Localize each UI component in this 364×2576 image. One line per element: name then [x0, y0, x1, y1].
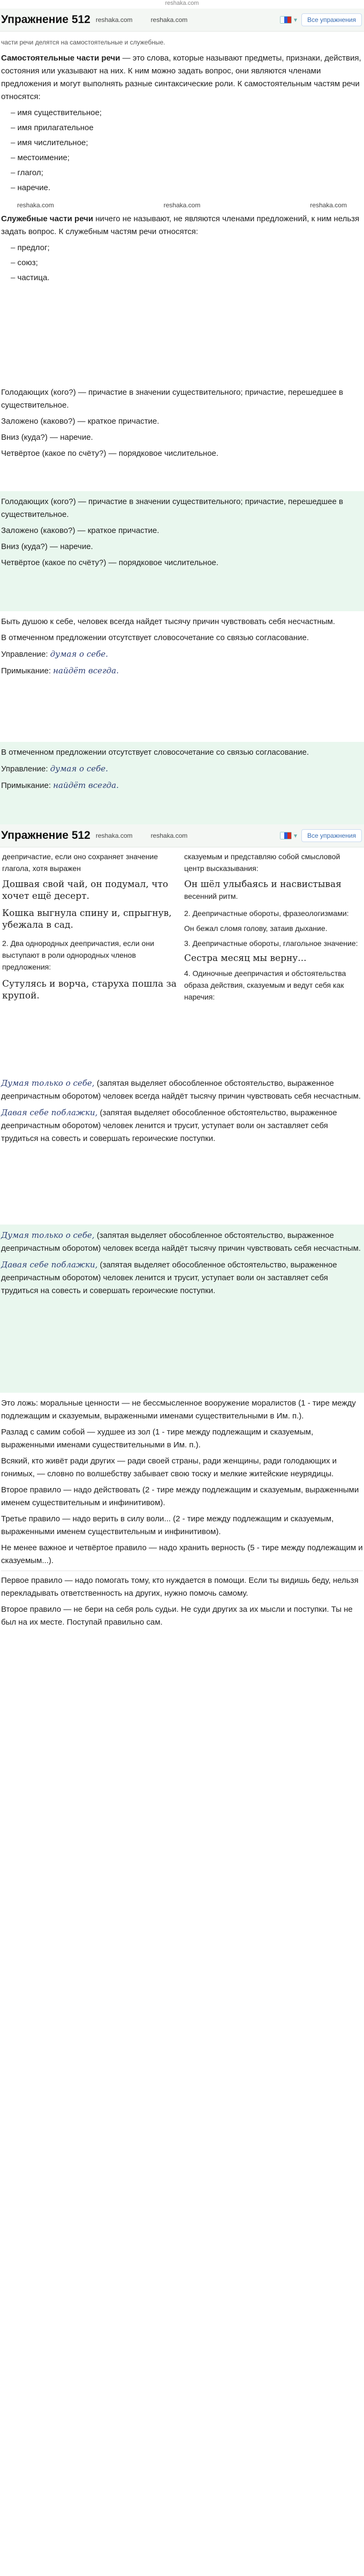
moral: Разлад с самим собой — худшее из зол (1 - тире между подлежащим и сказуемым, выраженными именами существительными в Им. п.). [1, 1428, 314, 1450]
handwritten-example: Дошвая свой чай, он подумал, что [2, 879, 169, 890]
example-text: Быть душою к себе, человек всегда найдет тысячу причин чувствовать себя несчастным. [1, 617, 335, 626]
watermark: reshaka.com [310, 201, 347, 209]
page-title: Упражнение 512 [1, 829, 90, 842]
list-item: – имя числительное; [11, 137, 363, 149]
analysis-line: Заложено (каково?) — краткое причастие. [1, 417, 160, 426]
analysis-line: Вниз (куда?) — наречие. [1, 433, 93, 442]
exercise-header [0, 9, 364, 32]
list-item: – союз; [11, 257, 363, 269]
handwritten-example: Кошка выгнула спину и, спрыгнув, [2, 908, 172, 919]
watermark: reshaka.com [95, 16, 133, 24]
moral: Второе правило — надо действовать (2 - тире между подлежащим и сказуемым, выраженными именем существительным и инфинитивом). [1, 1485, 359, 1507]
sentence [1, 1077, 363, 1103]
moral: Это ложь: моральные ценности — не бессмысленное вооружение моралистов (1 - тире между подлежащим и сказуемым, выраженными именами существительными в Им. п.). [1, 1399, 356, 1421]
flag-icon [280, 832, 292, 839]
list-item: – предлог; [11, 242, 363, 254]
label: Примыкание: [1, 781, 54, 790]
analysis-line: Четвёртое (какое по счёту?) — порядковое числительное. [1, 558, 219, 567]
analysis-block [0, 382, 364, 491]
all-exercises-button[interactable]: Все упражнения [301, 13, 362, 26]
sentence [1, 1229, 363, 1255]
site-url[interactable]: reshaka.com [165, 0, 199, 6]
sentence [1, 1258, 363, 1297]
example-note: В отмеченном предложении отсутствует словосочетание со связью согласование. [1, 748, 309, 757]
handwritten-answer: Думая только о себе, [1, 1078, 95, 1088]
theory-text: ничего не называют, не являются членами предложений, к ним нельзя задать вопрос. К служебным частям речи относятся: [1, 214, 360, 236]
analysis-line: Четвёртое (какое по счёту?) — порядковое числительное. [1, 449, 219, 458]
sentences-block-highlighted [0, 1225, 364, 1393]
handwritten-line [1, 648, 363, 661]
example-block-highlighted [0, 742, 364, 824]
theory-text: — это слова, которые называют предметы, признаки, действия, состояния или указывают на них. К ним можно задать вопрос, они являются членами предложения и могут выполнять разные синтаксические роли. К самостоятельным частям речи относятся: [1, 54, 361, 101]
final-paragraph: Первое правило — надо помогать тому, кто нуждается в помощи. Если ты видишь беду, нельзя перекладывать ответственность на других, нужно помочь самому. [1, 1576, 359, 1598]
list-item: – местоимение; [11, 152, 363, 164]
all-exercises-button[interactable]: Все упражнения [301, 829, 362, 842]
term: Служебные части речи [1, 214, 94, 223]
handwritten-answer: думая о себе. [50, 649, 108, 659]
list-item: – глагол; [11, 167, 363, 179]
handwritten-line [1, 664, 363, 678]
rule-text: 3. Деепричастные обороты, глагольное значение: [184, 939, 358, 948]
handwritten-example: Он шёл улыбаясь и насвистывая [184, 879, 342, 890]
chevron-down-icon: ▾ [293, 16, 297, 24]
list-item: – наречие. [11, 182, 363, 194]
handwritten-answer: найдёт всегда. [53, 780, 119, 790]
handwritten-example: Сестра месяц мы верну... [184, 953, 307, 964]
watermark: reshaka.com [95, 832, 133, 839]
rule-text: деепричастие, если оно сохраняет значение глагола, хотя выражен [2, 852, 158, 873]
theory-paragraph [1, 213, 363, 238]
moral: Всякий, кто живёт ради других — ради своей страны, ради женщины, ради голодающих и гонимых, — словно по волшебству забывает свою тоску и мелкие житейские неурядицы. [1, 1456, 337, 1478]
sentence-text: (запятая выделяет обособленное обстоятельство, выраженное деепричастным оборотом) человек всегда найдёт тысячу причин чувствовать себя несчастным. [1, 1231, 361, 1253]
cut-line: части речи делятся на самостоятельные и служебные. [1, 39, 165, 46]
handwritten-line [1, 779, 363, 792]
watermark: reshaka.com [17, 201, 54, 209]
analysis-block-highlighted [0, 491, 364, 611]
moral: Не менее важное и четвёртое правило — надо хранить верность (5 - тире между подлежащим и сказуемым...). [1, 1543, 363, 1565]
handwritten-example: Сутулясь и ворча, старуха пошла за крупой. [2, 979, 177, 1001]
label: Управление: [1, 650, 50, 659]
rules-columns [0, 847, 364, 1072]
rule-text: 4. Одиночные деепричастия и обстоятельства образа действия, сказуемым и ведут себя как наречия: [184, 969, 346, 1001]
handwritten-answer: думая о себе. [50, 764, 108, 773]
label: Управление: [1, 764, 50, 773]
exercise-header-2 [0, 824, 364, 847]
sentence [1, 1106, 363, 1145]
analysis-line: Вниз (куда?) — наречие. [1, 542, 93, 551]
rule-text: 2. Деепричастные обороты, фразеологизмами: [184, 909, 349, 918]
analysis-line: Голодающих (кого?) — причастие в значении существительного; причастие, перешедшее в существительное. [1, 497, 343, 519]
watermark: reshaka.com [163, 201, 201, 209]
rule-text: Он бежал сломя голову, затаив дыхание. [184, 924, 328, 933]
analysis-line: Заложено (каково?) — краткое причастие. [1, 526, 160, 535]
independent-parts-list [11, 107, 363, 194]
handwritten-example: хочет ещё десерт. [2, 891, 90, 902]
list-item: – имя прилагательное [11, 122, 363, 134]
label: Примыкание: [1, 666, 54, 675]
watermark: reshaka.com [150, 16, 188, 24]
example-note: В отмеченном предложении отсутствует словосочетание со связью согласование. [1, 633, 309, 642]
flag-icon [280, 16, 292, 24]
example-block [0, 611, 364, 742]
page-title: Упражнение 512 [1, 13, 90, 26]
rules-right [182, 847, 364, 1072]
handwritten-answer: Давая себе поблажки, [1, 1108, 98, 1117]
term: Самостоятельные части речи [1, 54, 120, 63]
sentence-text: (запятая выделяет обособленное обстоятельство, выраженное деепричастным оборотом) человек ленится и трусит, уступает воли он заставляет себя трудиться на совесть и совершать героические поступки. [1, 1260, 337, 1295]
chevron-down-icon: ▾ [293, 832, 297, 839]
analysis-line: Голодающих (кого?) — причастие в значении существительного; причастие, перешедшее в существительное. [1, 388, 343, 410]
handwritten-answer: Давая себе поблажки, [1, 1260, 98, 1270]
morals-block [0, 1393, 364, 1936]
rules-left [0, 847, 182, 1072]
list-item: – имя существительное; [11, 107, 363, 119]
moral: Третье правило — надо верить в силу воли... (2 - тире между подлежащим и сказуемым, выраженными именем существительным и инфинитивом). [1, 1514, 334, 1536]
theory-paragraph [1, 52, 363, 103]
sentence-text: (запятая выделяет обособленное обстоятельство, выраженное деепричастным оборотом) человек всегда найдёт тысячу причин чувствовать себя несчастным. [1, 1079, 361, 1101]
language-switch[interactable] [280, 16, 297, 24]
final-paragraph: Второе правило — не бери на себя роль судьи. Не суди других за их мысли и поступки. Ты не был на их месте. Поступай правильно сам. [1, 1605, 353, 1627]
handwritten-line [1, 762, 363, 776]
rule-text: сказуемым и представляю собой смысловой центр высказывания: [184, 852, 340, 873]
rule-text: 2. Два однородных деепричастия, если они выступают в роли однородных членов предложения: [2, 939, 154, 971]
service-parts-list [11, 242, 363, 284]
handwritten-example: убежала в сад. [2, 920, 73, 930]
rule-text: весенний ритм. [184, 892, 238, 900]
theory-block [0, 32, 364, 382]
language-switch[interactable] [280, 832, 297, 839]
sentence-text: (запятая выделяет обособленное обстоятельство, выраженное деепричастным оборотом) человек ленится и трусит, уступает воли он заставляет себя трудиться на совесть и совершать героические поступки. [1, 1108, 337, 1143]
sentences-block [0, 1072, 364, 1225]
watermark: reshaka.com [150, 832, 188, 839]
handwritten-answer: найдёт всегда. [53, 666, 119, 675]
list-item: – частица. [11, 272, 363, 284]
handwritten-answer: Думая только о себе, [1, 1230, 95, 1240]
